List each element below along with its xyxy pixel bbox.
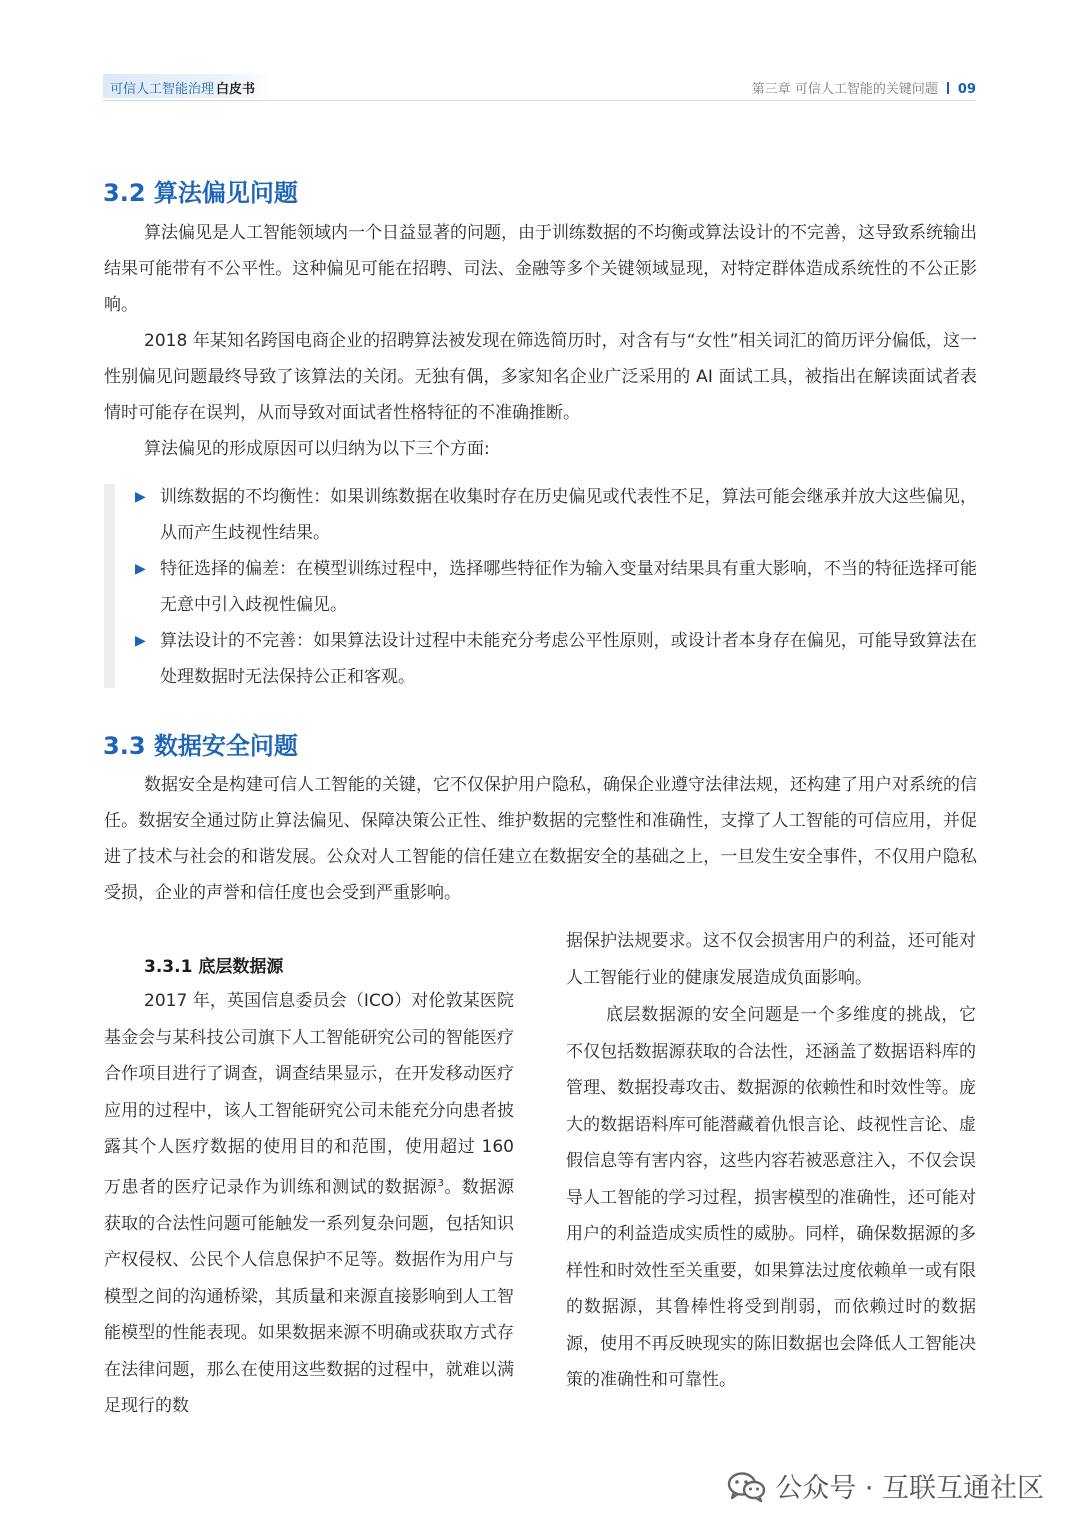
section-heading-3-2: 3.2 算法偏见问题: [103, 179, 298, 207]
watermark-text: 公众号 · 互联互通社区: [775, 1473, 1044, 1504]
paragraph: 据保护法规要求。这不仅会损害用户的利益，还可能对人工智能行业的健康发展造成负面影响。: [566, 931, 976, 988]
chapter-title: 第三章 可信人工智能的关键问题: [751, 82, 938, 97]
triangle-bullet-icon: ▶: [135, 561, 146, 577]
left-column: [104, 983, 514, 1425]
footnote-marker: 3: [437, 1177, 444, 1189]
list-item: ▶ 算法设计的不完善：如果算法设计过程中未能充分考虑公平性原则，或设计者本身存在偏见，可能导致算法在处理数据时无法保持公正和客观。: [135, 623, 977, 695]
header-rule: [103, 100, 976, 101]
page-number: 09: [957, 82, 976, 97]
subsection-heading-3-3-1: 3.3.1 底层数据源: [144, 957, 284, 977]
doc-subtitle: 白皮书: [216, 82, 256, 97]
watermark: [727, 1466, 1044, 1505]
header-separator: [947, 82, 949, 94]
paragraph: 2017 年，英国信息委员会（ICO）对伦敦某医院基金会与某科技公司旗下人工智能研究公司的智能医疗合作项目进行了调查，调查结果显示，在开发移动医疗应用的过程中，该人工智能研究公司未能充分向患者披露其个人医疗数据的使用目的和范围，使用超过 160 万患者的医疗记录作为训练和测试的数据源$^3$。数据源获取的合法性问题可能触发一系列复杂问题，包括知识产权侵权、公民个人信息保护不足等。数据作为用户与模型之间的沟通桥梁，其质量和来源直接影响到人工智能模型的性能表现。如果数据来源不明确或获取方式存在法律问题，那么在使用这些数据的过程中，就难以满足现行的数: [104, 991, 515, 1417]
list-item: ▶ 特征选择的偏差：在模型训练过程中，选择哪些特征作为输入变量对结果具有重大影响，不当的特征选择可能无意中引入歧视性偏见。: [135, 551, 977, 623]
right-column: [566, 923, 976, 1399]
section-heading-3-3: 3.3 数据安全问题: [103, 732, 298, 760]
paragraph: 2018 年某知名跨国电商企业的招聘算法被发现在筛选简历时，对含有与“女性”相关词汇的简历评分偏低，这一性别偏见问题最终导致了该算法的关闭。无独有偶，多家知名企业广泛采用的 AI 面试工具，被指出在解读面试者表情时可能存在误判，从而导致对面试者性格特征的不准确推断。: [104, 331, 977, 423]
doc-title: 可信人工智能治理 白皮书: [110, 82, 256, 97]
paragraph: 算法偏见的形成原因可以归纳为以下三个方面:: [144, 439, 490, 459]
list-item: ▶ 训练数据的不均衡性：如果训练数据在收集时存在历史偏见或代表性不足，算法可能会继承并放大这些偏见，从而产生歧视性结果。: [135, 479, 977, 551]
paragraph: 数据安全是构建可信人工智能的关键，它不仅保护用户隐私，确保企业遵守法律法规，还构建了用户对系统的信任。数据安全通过防止算法偏见、保障决策公正性、维护数据的完整性和准确性，支撑了人工智能的可信应用，并促进了技术与社会的和谐发展。公众对人工智能的信任建立在数据安全的基础之上，一旦发生安全事件，不仅用户隐私受损，企业的声誉和信任度也会受到严重影响。: [104, 775, 977, 903]
paragraph: 算法偏见是人工智能领域内一个日益显著的问题，由于训练数据的不均衡或算法设计的不完善，这导致系统输出结果可能带有不公平性。这种偏见可能在招聘、司法、金融等多个关键领域显现，对特定群体造成系统性的不公正影响。: [104, 223, 977, 315]
bullet-list-bar: [104, 484, 115, 688]
running-header: [752, 78, 976, 97]
triangle-bullet-icon: ▶: [135, 633, 146, 649]
wechat-icon: [727, 1471, 767, 1503]
paragraph: 底层数据源的安全问题是一个多维度的挑战，它不仅包括数据源获取的合法性，还涵盖了数据语料库的管理、数据投毒攻击、数据源的依赖性和时效性等。庞大的数据语料库可能潜藏着仇恨言论、歧视性言论、虚假信息等有害内容，这些内容若被恶意注入，不仅会误导人工智能的学习过程，损害模型的准确性，还可能对用户的利益造成实质性的威胁。同样，确保数据源的多样性和时效性至关重要，如果算法过度依赖单一或有限的数据源，其鲁棒性将受到削弱，而依赖过时的数据源，使用不再反映现实的陈旧数据也会降低人工智能决策的准确性和可靠性。: [566, 1005, 976, 1390]
triangle-bullet-icon: ▶: [135, 489, 146, 505]
